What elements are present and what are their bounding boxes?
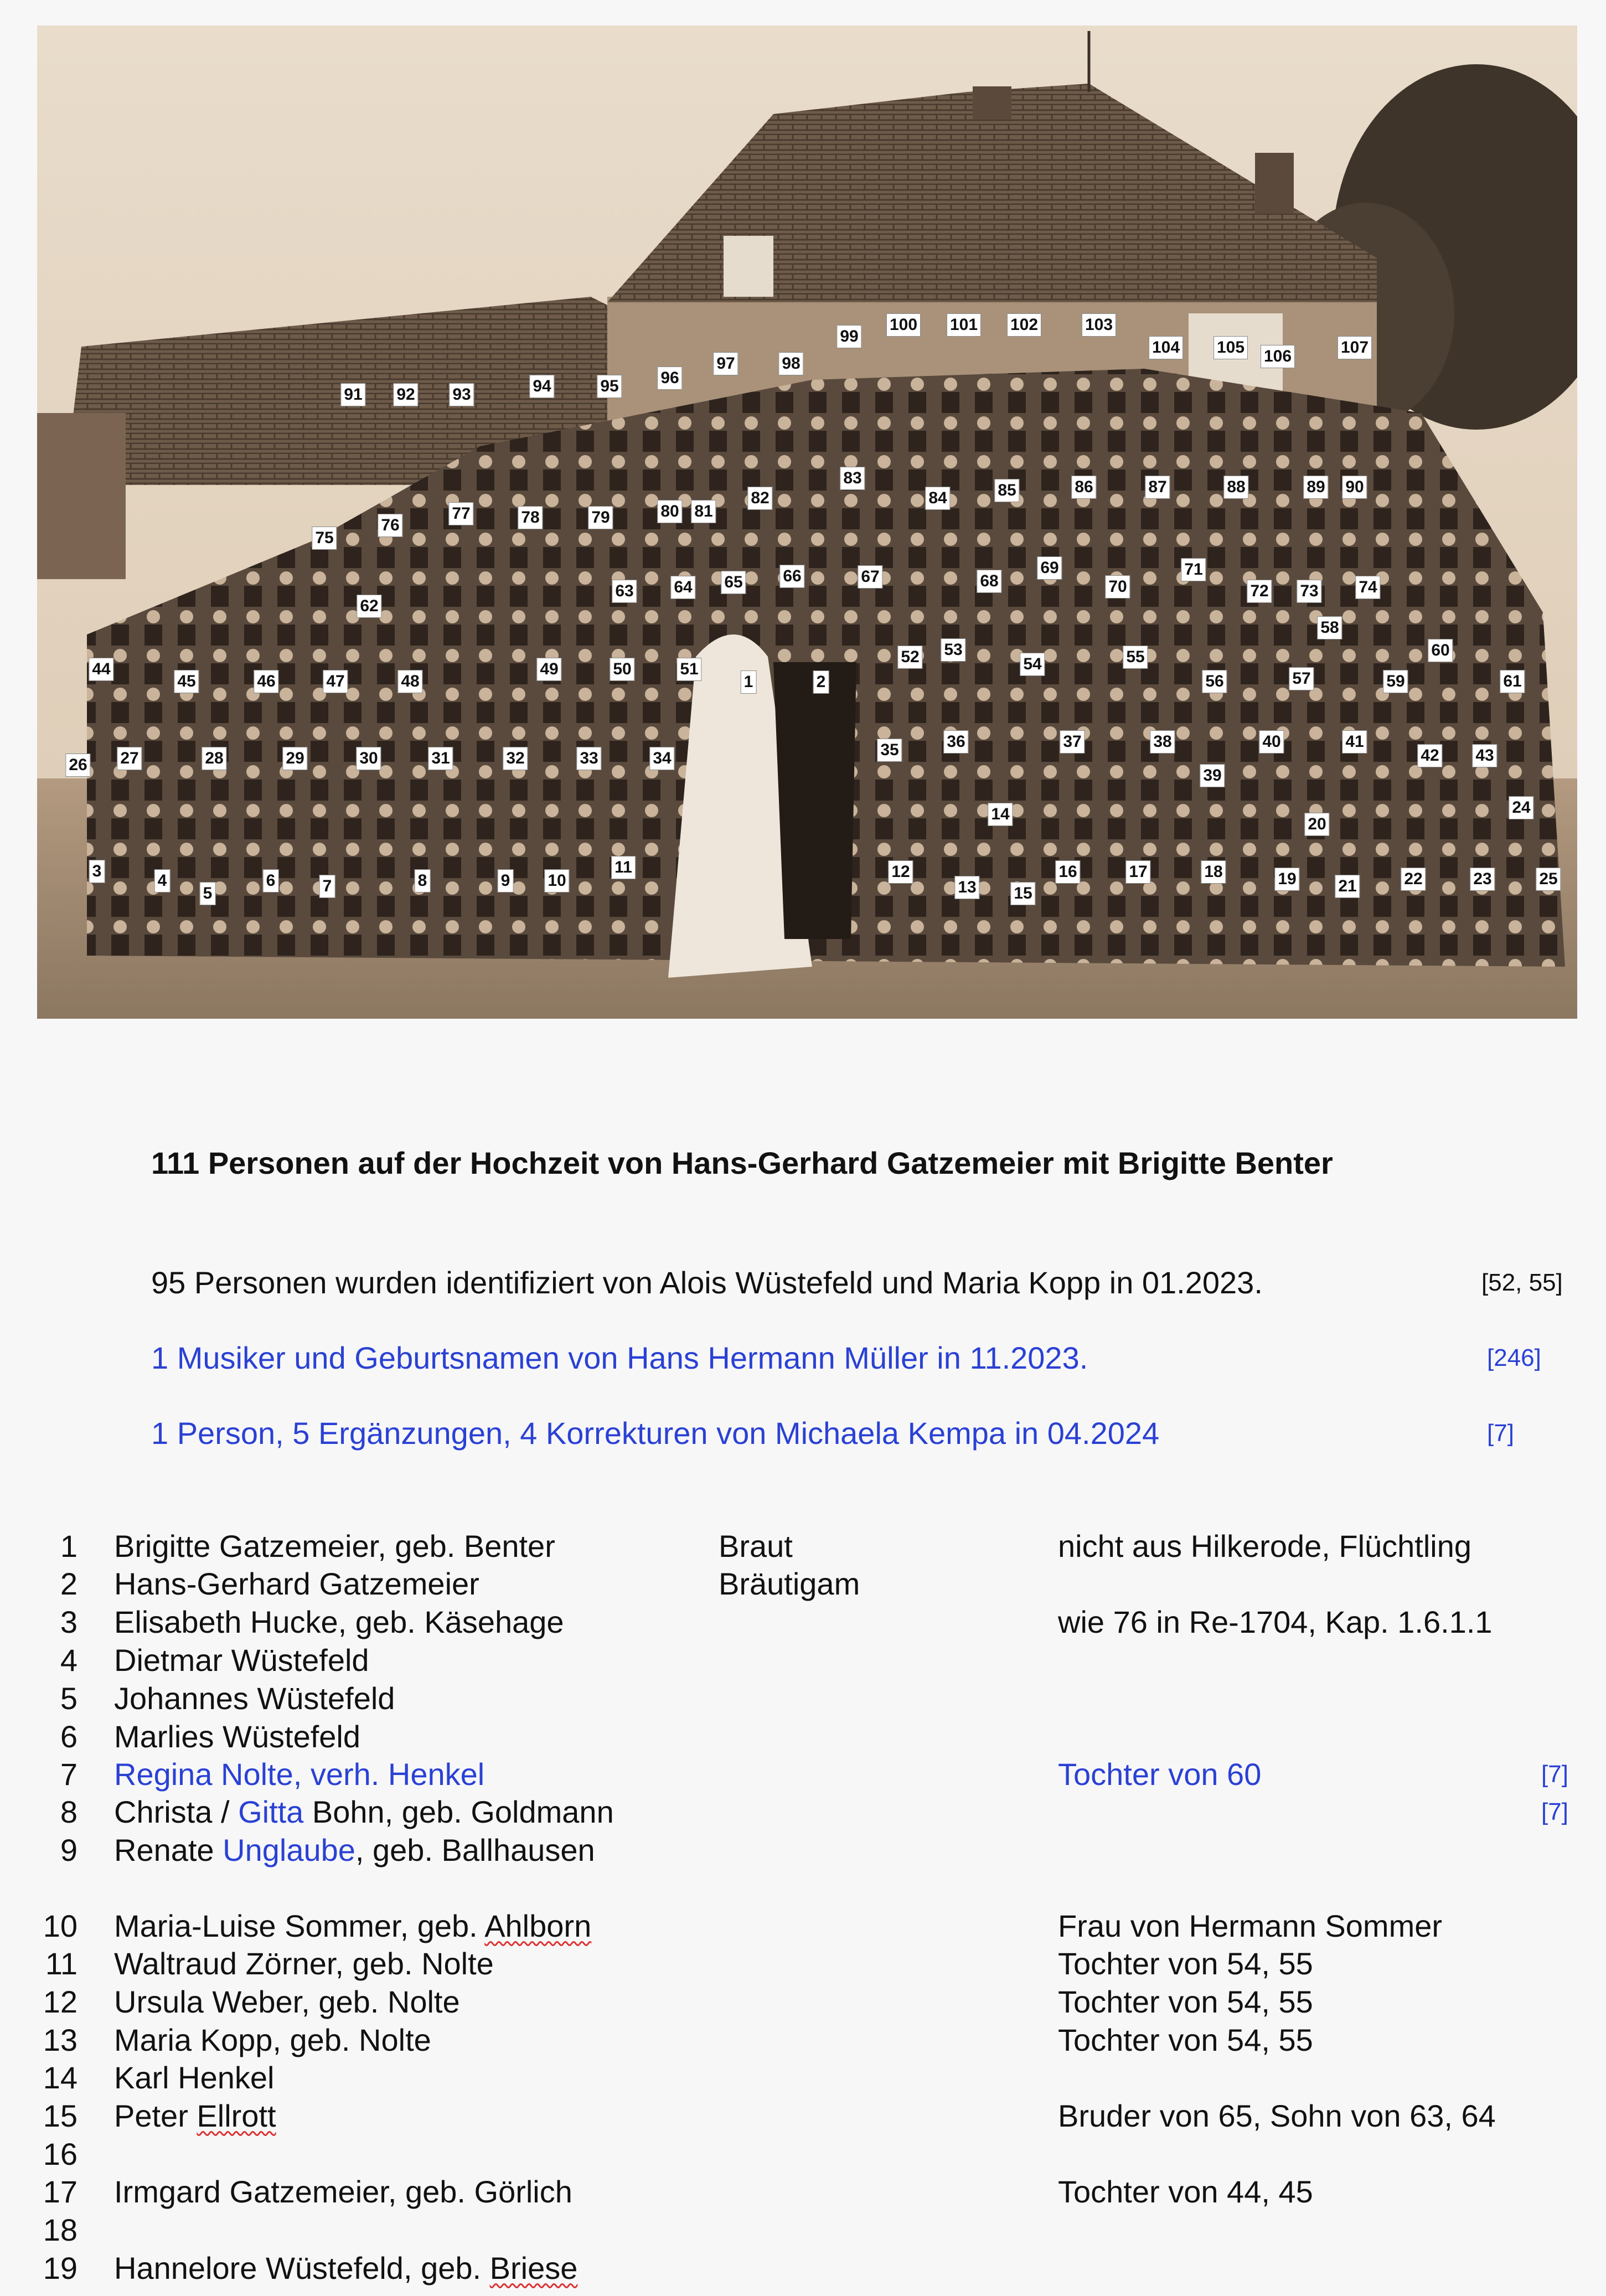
person-number: 9	[60, 1833, 78, 1867]
person-number: 17	[43, 2174, 78, 2209]
photo-marker: 56	[1202, 670, 1227, 693]
photo-marker: 53	[941, 638, 965, 662]
photo-marker: 29	[282, 747, 307, 770]
photo-marker: 96	[657, 367, 682, 390]
photo-marker: 72	[1247, 580, 1272, 603]
photo-marker: 27	[117, 747, 142, 770]
person-number: 3	[60, 1604, 78, 1639]
photo-marker: 70	[1105, 575, 1130, 598]
photo-marker: 40	[1259, 730, 1284, 754]
person-number: 12	[43, 1984, 78, 2019]
photo-marker: 45	[174, 670, 199, 693]
person-name: Regina Nolte, verh. Henkel	[114, 1757, 485, 1792]
photo-marker: 35	[877, 739, 902, 762]
photo-marker: 94	[529, 375, 554, 398]
note-musicians: 1 Musiker und Geburtsnamen von Hans Hermann Müller in 11.2023.	[151, 1340, 1088, 1375]
photo-marker: 54	[1020, 653, 1045, 676]
photo-marker: 28	[202, 747, 226, 770]
photo-marker: 8	[415, 869, 431, 892]
person-number: 1	[60, 1529, 78, 1564]
person-number: 7	[60, 1757, 78, 1792]
photo-marker: 59	[1383, 670, 1408, 693]
person-remark: Tochter von 54, 55	[1058, 1984, 1313, 2019]
photo-marker: 88	[1223, 476, 1248, 499]
photo-marker: 46	[254, 670, 278, 693]
photo-marker: 12	[888, 860, 913, 884]
photo-marker: 67	[858, 565, 882, 589]
person-number: 11	[45, 1946, 78, 1981]
photo-marker: 58	[1317, 616, 1342, 639]
photo-marker: 63	[612, 580, 637, 603]
photo-marker: 10	[544, 869, 569, 892]
photo-marker: 23	[1470, 868, 1495, 891]
name-part-flagged: Briese	[489, 2251, 578, 2285]
person-remark: Tochter von 60	[1058, 1757, 1262, 1792]
person-name	[114, 1794, 614, 1830]
wedding-photo	[37, 25, 1577, 1019]
photo-marker: 76	[378, 514, 402, 537]
photo-marker: 98	[778, 352, 803, 375]
note-ref: [7]	[1487, 1420, 1514, 1447]
photo-marker: 3	[89, 860, 105, 883]
person-remark: Tochter von 54, 55	[1058, 2022, 1313, 2057]
photo-marker: 60	[1428, 639, 1453, 662]
name-part-added: Gitta	[238, 1794, 304, 1829]
photo-marker: 77	[448, 502, 473, 525]
photo-marker: 64	[670, 576, 695, 599]
person-name	[114, 2250, 577, 2286]
person-name	[114, 1908, 591, 1944]
photo-marker: 97	[713, 352, 738, 375]
person-name: Johannes Wüstefeld	[114, 1681, 395, 1716]
photo-marker: 91	[340, 383, 365, 406]
photo-marker: 68	[977, 570, 1001, 593]
photo-marker: 73	[1297, 580, 1321, 603]
person-number: 2	[60, 1566, 78, 1601]
name-part: Christa /	[114, 1794, 239, 1829]
photo-marker: 62	[357, 595, 381, 618]
person-number: 19	[43, 2251, 78, 2285]
name-part-flagged: Ellrott	[197, 2098, 276, 2133]
photo-marker: 51	[677, 658, 701, 681]
photo-marker: 33	[576, 747, 601, 770]
person-remark: Frau von Hermann Sommer	[1058, 1908, 1443, 1943]
photo-marker: 20	[1304, 813, 1329, 836]
photo-marker: 93	[449, 383, 474, 406]
person-number: 10	[43, 1908, 78, 1943]
photo-marker: 34	[649, 747, 674, 770]
photo-marker: 107	[1338, 336, 1372, 359]
photo-marker: 24	[1509, 796, 1533, 819]
person-remark: Bruder von 65, Sohn von 63, 64	[1058, 2098, 1496, 2133]
photo-marker: 17	[1125, 860, 1150, 884]
photo-marker: 43	[1472, 744, 1497, 767]
name-part: Maria-Luise Sommer, geb.	[114, 1908, 485, 1943]
person-name: Waltraud Zörner, geb. Nolte	[114, 1946, 494, 1981]
note-corrections: 1 Person, 5 Ergänzungen, 4 Korrekturen von Michaela Kempa in 04.2024	[151, 1416, 1160, 1451]
person-remark: Tochter von 54, 55	[1058, 1946, 1313, 1981]
photo-marker: 26	[65, 754, 90, 777]
photo-marker: 66	[779, 565, 804, 588]
person-name: Irmgard Gatzemeier, geb. Görlich	[114, 2174, 572, 2209]
photo-marker: 42	[1417, 744, 1442, 767]
person-number: 5	[60, 1681, 78, 1716]
photo-marker: 52	[897, 646, 922, 669]
name-part-added: Unglaube	[223, 1833, 355, 1867]
name-part: Peter	[114, 2098, 197, 2133]
name-part-flagged: Ahlborn	[484, 1908, 592, 1943]
person-name: Hans-Gerhard Gatzemeier	[114, 1566, 479, 1601]
photo-marker: 30	[356, 747, 381, 770]
name-part: Renate	[114, 1833, 223, 1867]
person-number: 6	[60, 1719, 78, 1754]
photo-marker: 39	[1200, 764, 1225, 787]
name-part: Bohn, geb. Goldmann	[303, 1794, 614, 1829]
photo-marker: 105	[1213, 336, 1248, 359]
photo-marker: 87	[1145, 476, 1170, 499]
photo-marker: 65	[721, 571, 746, 594]
person-remark: wie 76 in Re-1704, Kap. 1.6.1.1	[1058, 1604, 1493, 1639]
photo-marker: 1	[741, 670, 757, 694]
person-name: Maria Kopp, geb. Nolte	[114, 2022, 431, 2057]
photo-marker: 49	[536, 658, 561, 681]
photo-marker: 90	[1342, 476, 1367, 499]
person-name	[114, 2098, 276, 2134]
person-number: 8	[60, 1794, 78, 1829]
page-title: 111 Personen auf der Hochzeit von Hans-Gerhard Gatzemeier mit Brigitte Benter	[151, 1146, 1333, 1180]
photo-marker: 57	[1289, 667, 1314, 690]
photo-marker: 85	[994, 479, 1019, 502]
photo-marker: 50	[610, 658, 634, 681]
person-number: 14	[43, 2060, 78, 2095]
photo-marker: 44	[89, 658, 113, 681]
photo-marker: 31	[428, 747, 453, 770]
person-role: Bräutigam	[719, 1566, 860, 1601]
person-number: 16	[43, 2137, 78, 2171]
photo-marker: 92	[393, 383, 418, 406]
photo-marker: 104	[1149, 336, 1183, 359]
photo-marker: 15	[1010, 882, 1035, 905]
photo-marker: 102	[1007, 313, 1041, 337]
person-ref: [7]	[1541, 1798, 1568, 1825]
photo-marker: 32	[503, 747, 528, 770]
person-number: 18	[43, 2212, 78, 2247]
photo-marker: 18	[1201, 860, 1226, 884]
person-name: Brigitte Gatzemeier, geb. Benter	[114, 1529, 555, 1564]
person-ref: [7]	[1541, 1761, 1568, 1788]
photo-marker: 82	[747, 487, 772, 510]
photo-marker: 55	[1123, 646, 1148, 669]
person-number: 4	[60, 1643, 78, 1678]
person-name: Elisabeth Hucke, geb. Käsehage	[114, 1604, 564, 1639]
photo-marker: 11	[611, 856, 636, 879]
photo-marker: 22	[1401, 868, 1426, 891]
person-remark: nicht aus Hilkerode, Flüchtling	[1058, 1529, 1472, 1564]
photo-marker: 89	[1303, 476, 1328, 499]
person-number: 13	[43, 2022, 78, 2057]
photo-marker: 84	[925, 487, 950, 510]
person-name: Ursula Weber, geb. Nolte	[114, 1984, 460, 2019]
photo-marker: 7	[319, 875, 335, 898]
photo-marker: 80	[657, 500, 682, 523]
person-name: Dietmar Wüstefeld	[114, 1643, 369, 1678]
name-part: , geb. Ballhausen	[355, 1833, 595, 1867]
photo-marker: 100	[886, 313, 921, 337]
photo-marker: 103	[1082, 313, 1116, 337]
photo-marker: 6	[263, 869, 279, 892]
name-part: Hannelore Wüstefeld, geb.	[114, 2251, 490, 2285]
photo-marker: 101	[947, 313, 981, 337]
photo-marker: 21	[1335, 875, 1360, 898]
person-role: Braut	[719, 1529, 793, 1564]
photo-marker: 79	[588, 506, 613, 529]
photo-marker: 14	[988, 803, 1013, 826]
photo-marker: 95	[597, 375, 622, 398]
photo-marker: 41	[1342, 730, 1367, 754]
photo-marker: 25	[1536, 868, 1561, 891]
person-remark: Tochter von 44, 45	[1058, 2174, 1313, 2209]
photo-marker: 48	[397, 670, 422, 693]
photo-marker: 36	[943, 730, 968, 754]
photo-marker: 9	[498, 869, 514, 892]
photo-marker: 74	[1355, 576, 1380, 599]
photo-marker: 71	[1181, 558, 1206, 581]
photo-marker: 38	[1150, 730, 1175, 754]
note-ref: [246]	[1487, 1344, 1541, 1371]
photo-marker: 69	[1037, 556, 1062, 580]
person-name: Marlies Wüstefeld	[114, 1719, 361, 1754]
photo-marker: 83	[840, 467, 865, 490]
photo-marker: 19	[1274, 868, 1299, 891]
person-number: 15	[43, 2098, 78, 2133]
photo-marker: 13	[954, 876, 979, 899]
note-ref: [52, 55]	[1481, 1269, 1563, 1296]
photo-marker: 86	[1071, 476, 1096, 499]
photo-marker: 47	[323, 670, 348, 693]
person-name	[114, 1832, 595, 1868]
photo-marker: 106	[1261, 345, 1295, 368]
photo-marker: 37	[1060, 730, 1085, 754]
photo-marker: 5	[200, 882, 216, 905]
note-identification: 95 Personen wurden identifiziert von Alois Wüstefeld und Maria Kopp in 01.2023.	[151, 1265, 1263, 1300]
photo-marker: 61	[1500, 670, 1525, 693]
photo-marker: 78	[518, 506, 543, 529]
photo-marker: 75	[312, 527, 337, 550]
person-name: Karl Henkel	[114, 2060, 275, 2095]
photo-marker: 99	[836, 325, 861, 348]
photo-marker: 2	[813, 670, 829, 694]
photo-marker: 81	[691, 500, 716, 523]
photo-marker: 16	[1055, 860, 1080, 884]
photo-marker: 4	[154, 869, 171, 892]
